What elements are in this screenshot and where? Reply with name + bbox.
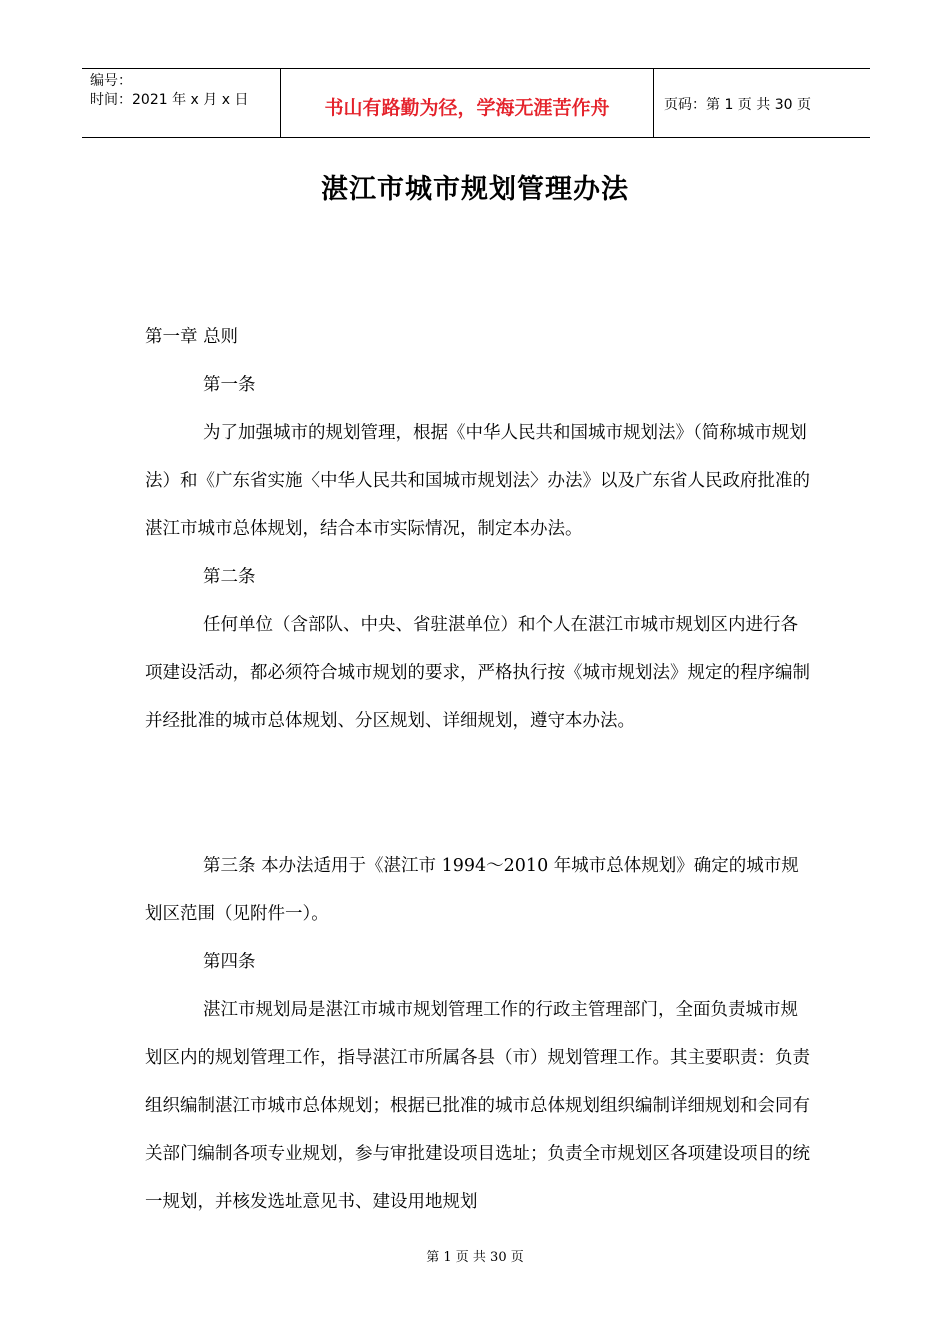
article-3-body: 第三条 本办法适用于《湛江市 1994～2010 年城市总体规划》确定的城市规划区范围（见附件一）。 [145, 856, 799, 924]
document-header [82, 68, 870, 138]
article-2-body: 任何单位（含部队、中央、省驻湛单位）和个人在湛江市城市规划区内进行各项建设活动，都必须符合城市规划的要求，严格执行按《城市规划法》规定的程序编制并经批准的城市总体规划、分区规划、详细规划，遵守本办法。 [145, 615, 810, 731]
article-1-body: 为了加强城市的规划管理，根据《中华人民共和国城市规划法》（简称城市规划法）和《广东省实施〈中华人民共和国城市规划法〉办法》以及广东省人民政府批准的湛江市城市总体规划，结合本市实际情况，制定本办法。 [145, 423, 810, 539]
time-label: 时间：2021 年 x 月 x 日 [90, 92, 249, 108]
header-page-cell [654, 69, 870, 137]
article-4-title: 第四条 [203, 952, 256, 972]
article-1-title: 第一条 [203, 375, 256, 395]
header-meta-cell [82, 69, 281, 137]
number-label: 编号： [90, 73, 132, 89]
article-4-body: 湛江市规划局是湛江市城市规划管理工作的行政主管理部门，全面负责城市规划区内的规划管理工作，指导湛江市所属各县（市）规划管理工作。其主要职责：负责组织编制湛江市城市总体规划；根据已批准的城市总体规划组织编制详细规划和会同有关部门编制各项专业规划，参与审批建设项目选址；负责全市规划区各项建设项目的统一规划，并核发选址意见书、建设用地规划 [145, 1000, 810, 1212]
document-title: 湛江市城市规划管理办法 [321, 174, 629, 205]
article-2-title: 第二条 [203, 567, 256, 587]
page-footer: 第 1 页 共 30 页 [426, 1250, 524, 1265]
motto-text: 书山有路勤为径，学海无涯苦作舟 [324, 97, 610, 119]
page-info: 页码：第 1 页 共 30 页 [664, 97, 811, 113]
chapter-heading: 第一章 总则 [145, 327, 239, 347]
header-motto-cell [281, 69, 654, 137]
